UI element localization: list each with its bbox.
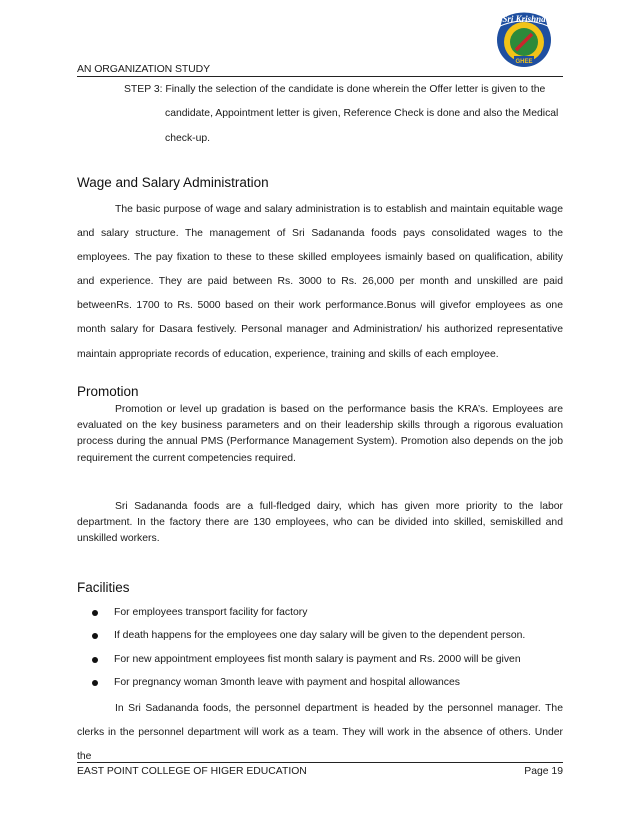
wage-heading: Wage and Salary Administration: [77, 175, 269, 190]
step3-line2: candidate, Appointment letter is given, Reference Check is done and also the Medical: [165, 108, 559, 119]
bullet-icon: [92, 610, 98, 616]
step3-line3: check-up.: [165, 133, 211, 144]
promotion-paragraph-1: Promotion or level up gradation is based on the performance basis the KRA’s. Employees are evaluated on the key business parameters and on their leadership skills through a rigorous evaluation process during the annual PMS (Performance Management System). Promotion also depends on the job requirement the current competencies required.: [77, 404, 563, 464]
wage-paragraph: The basic purpose of wage and salary administration is to establish and maintain equitable wage and salary structure. The management of Sri Sadananda foods pays consolidated wages to the employees. The pay fixation to these to these skilled employees ismainly based on qualification, ability and experience. They are paid between Rs. 3000 to Rs. 26,000 per month and unskilled are paid betweenRs. 1700 to Rs. 5000 based on their work performance.Bonus will givefor employees as one month salary for Dasara festively. Personal manager and Administration/ his authorized representative maintain appropriate records of education, experience, training and skills of each employee.: [77, 204, 563, 360]
bullet-icon: [92, 633, 98, 639]
list-item: [92, 601, 562, 624]
step3-line1: STEP 3: Finally the selection of the candidate is done wherein the Offer letter is given to the: [124, 84, 546, 95]
facilities-heading: Facilities: [77, 580, 130, 595]
list-item-text: If death happens for the employees one day salary will be given to the dependent person.: [114, 630, 526, 642]
header-divider: [77, 76, 563, 77]
facilities-closing-paragraph: In Sri Sadananda foods, the personnel department is headed by the personnel manager. The clerks in the personnel department will work as a team. They will work in the absence of others. Under the: [77, 703, 563, 763]
footer-college-name: EAST POINT COLLEGE OF HIGER EDUCATION: [77, 766, 307, 777]
facilities-list: [92, 601, 562, 694]
bullet-icon: [92, 657, 98, 663]
header-title: AN ORGANIZATION STUDY: [77, 63, 211, 75]
list-item: [92, 671, 562, 694]
list-item-text: For pregnancy woman 3month leave with payment and hospital allowances: [114, 676, 460, 688]
logo-ghee-text: GHEE: [515, 59, 533, 65]
list-item-text: For employees transport facility for factory: [114, 607, 308, 618]
list-item-text: For new appointment employees fist month salary is payment and Rs. 2000 will be given: [114, 653, 521, 665]
promotion-heading: Promotion: [77, 384, 139, 399]
list-item: [92, 624, 562, 647]
sri-krishna-ghee-logo: [488, 4, 560, 70]
bullet-icon: [92, 680, 98, 686]
list-item: [92, 648, 562, 671]
footer-divider: [77, 762, 563, 763]
footer-page-number: Page 19: [524, 766, 563, 777]
promotion-paragraph-2: Sri Sadananda foods are a full-fledged dairy, which has given more priority to the labor department. In the factory there are 130 employees, who can be divided into skilled, semiskilled and unskilled workers.: [77, 501, 563, 545]
logo-brand-text: Sri Krishna: [502, 14, 546, 24]
